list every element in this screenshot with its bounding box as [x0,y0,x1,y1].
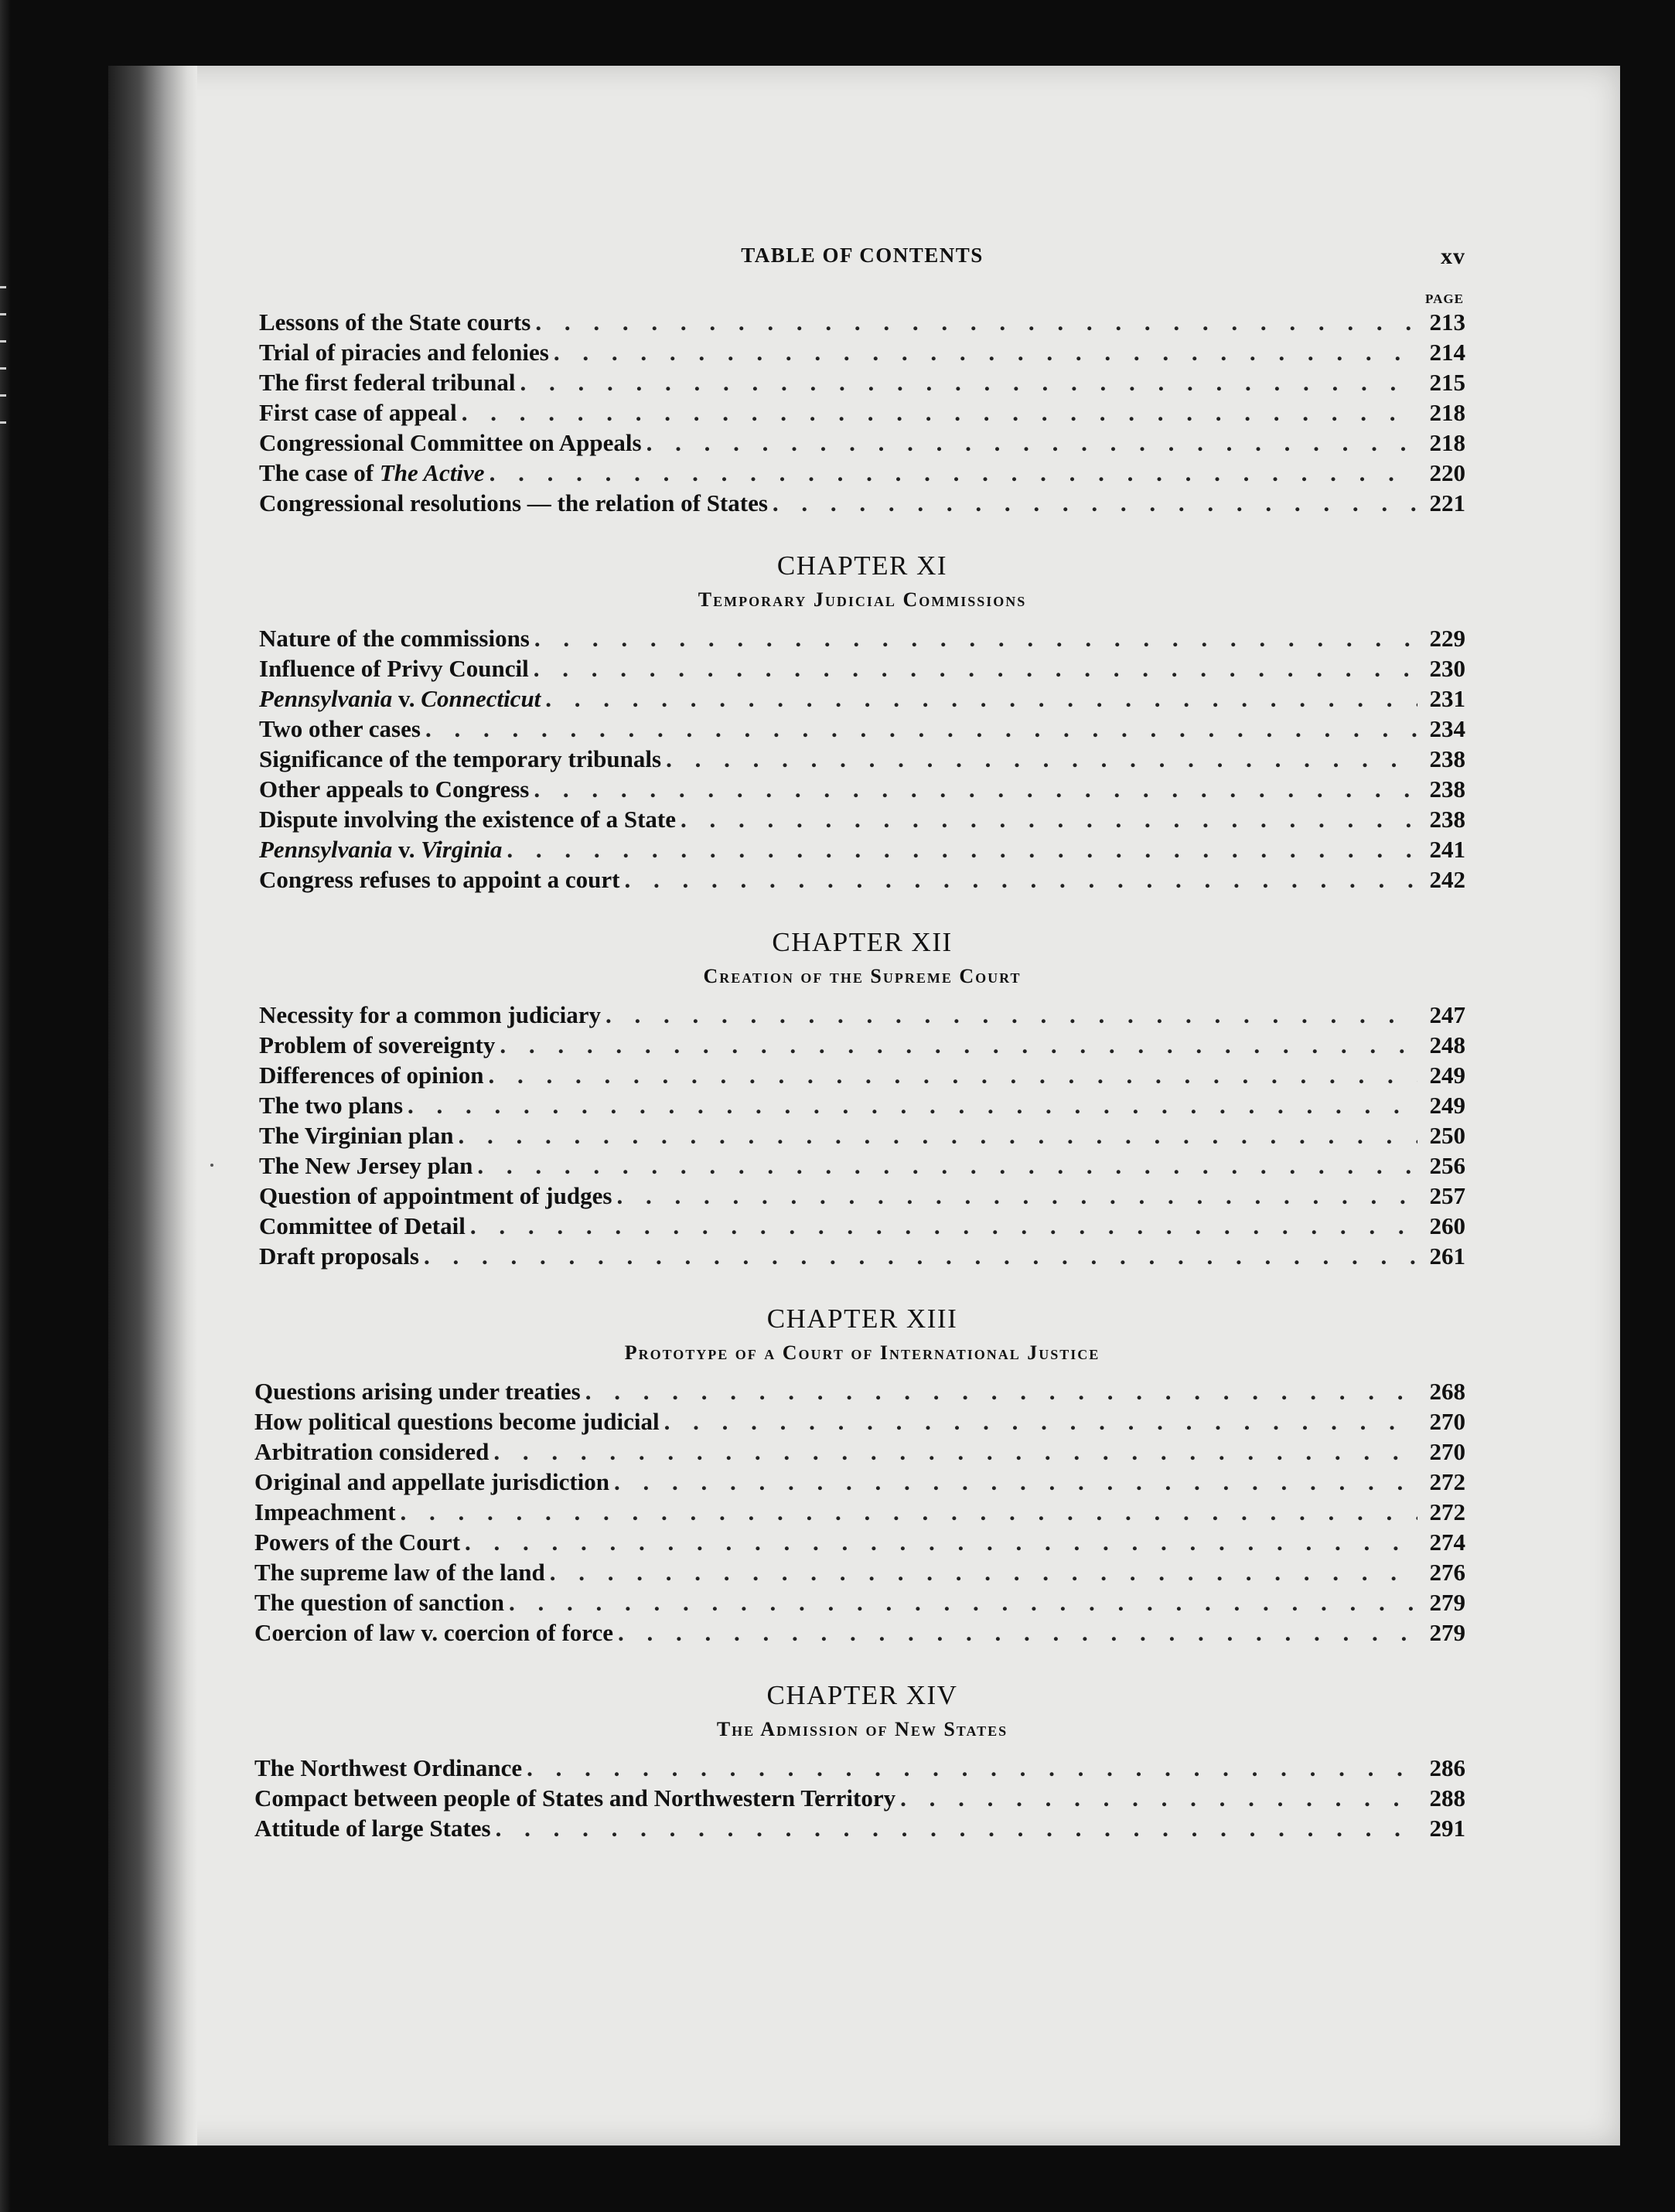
toc-entry-title-part: How political questions become judicial [254,1408,660,1435]
toc-entry [259,1242,1465,1273]
toc-entry [254,1619,1465,1649]
toc-entry-title-part: Original and appellate jurisdiction [254,1468,610,1495]
toc-entry [254,1589,1465,1619]
toc-entry [259,489,1465,520]
toc-entry-page: 272 [1429,1498,1465,1525]
toc-entry-page: 260 [1429,1212,1465,1239]
toc-entry [259,1062,1465,1092]
dot-leader [550,1559,1417,1587]
dot-leader [618,1619,1417,1647]
toc-entry [259,806,1465,836]
toc-entry-title [254,1559,545,1587]
toc-entry-title [259,775,529,803]
toc-entry-title-part: The question of sanction [254,1589,504,1616]
dot-leader [401,1498,1417,1526]
toc-entry-page: 229 [1429,625,1465,652]
toc-entry [259,1182,1465,1212]
toc-entry [254,1408,1465,1438]
chapter-number: CHAPTER XIII [766,1304,958,1334]
dot-leader [534,655,1417,683]
toc-entry-title [259,836,502,864]
toc-entry-page: 249 [1429,1062,1465,1089]
toc-entry-page: 214 [1429,339,1465,366]
toc-entry-title-part: Congressional resolutions — the relation of States [259,489,768,516]
toc-entry-title-part: Problem of sovereignty [259,1031,496,1058]
dot-leader [465,1529,1417,1556]
spine-marks [0,286,9,487]
toc-entry-title [259,866,619,894]
dot-leader [459,1122,1417,1150]
toc-entry-page: 238 [1429,745,1465,772]
dot-leader [900,1784,1417,1812]
toc-entry-title [259,715,421,743]
toc-entry-title [259,655,529,683]
toc-entry [259,625,1465,655]
toc-entry [254,1438,1465,1468]
chapter-heading [259,924,1465,997]
toc-entry [259,1152,1465,1182]
running-title: TABLE OF CONTENTS [741,244,984,267]
toc-entry [254,1815,1465,1845]
toc-entry [259,1212,1465,1242]
toc-entry-title [254,1589,504,1617]
toc-entry-page: 215 [1429,369,1465,396]
dot-leader [666,745,1417,773]
book-page [108,66,1620,2146]
chapter-title: Creation of the Supreme Court [703,965,1022,987]
dot-leader [462,399,1417,427]
toc-entry-page: 250 [1429,1122,1465,1149]
toc-entry [259,1031,1465,1062]
toc-entry [259,866,1465,896]
toc-entry-title [254,1378,581,1406]
toc-entry-title [254,1529,460,1556]
toc-entry-title-part: Lessons of the State courts [259,308,531,336]
toc-entry-title-italic: The Active [379,459,485,486]
dot-leader [490,459,1417,487]
toc-entry-title-part: v. [392,836,421,863]
dot-leader [527,1754,1417,1782]
chapters [254,547,1465,1845]
toc-entry-title [254,1408,660,1436]
toc-entry-page: 268 [1429,1378,1465,1405]
book-spine-edge [0,0,11,2212]
toc-entry [259,1092,1465,1122]
running-head [259,244,1465,282]
toc-entry-title-part: The Northwest Ordinance [254,1754,523,1781]
toc-entry [259,399,1465,429]
toc-entry-page: 261 [1429,1242,1465,1270]
toc-entry-title [259,1092,403,1120]
toc-entry [259,775,1465,806]
toc-entry-title [259,1122,454,1150]
dot-leader [646,429,1417,457]
toc-entry-title-italic: Connecticut [421,685,541,712]
toc-entry-page: 218 [1429,429,1465,456]
dot-leader [585,1378,1417,1406]
toc-entry-title [254,1815,491,1842]
dot-leader [424,1242,1417,1270]
toc-entry-page: 241 [1429,836,1465,863]
toc-entry-title [259,399,457,427]
toc-entry [259,429,1465,459]
toc-entry [254,1754,1465,1784]
toc-entry-title [259,369,516,397]
dot-leader [624,866,1417,894]
toc-content [254,244,1465,1845]
dot-leader [425,715,1417,743]
toc-entry-title [254,1784,895,1812]
toc-entry-page: 270 [1429,1408,1465,1435]
toc-entry-title-italic: Pennsylvania [259,685,393,712]
chapter-number: CHAPTER XII [772,927,953,957]
dot-leader [408,1092,1417,1120]
toc-entry-title-part: Trial of piracies and felonies [259,339,549,366]
toc-entry [259,1001,1465,1031]
toc-entry-title [259,429,642,457]
chapter-title: Temporary Judicial Commissions [698,588,1027,611]
dot-leader [477,1152,1417,1180]
toc-entry-title [259,1001,601,1029]
toc-entry-page: 286 [1429,1754,1465,1781]
toc-entry-page: 221 [1429,489,1465,516]
chapter-entries [254,1378,1465,1649]
toc-entry-page: 238 [1429,806,1465,833]
toc-entry-title [259,625,530,653]
toc-entry-title-part: Other appeals to Congress [259,775,530,803]
toc-entry-page: 279 [1429,1619,1465,1646]
dot-leader [534,775,1417,803]
chapter-heading [259,1300,1465,1373]
toc-entry-title-part: Nature of the commissions [259,625,530,652]
toc-entry-title [254,1498,396,1526]
toc-entry [254,1529,1465,1559]
toc-entry-page: 213 [1429,308,1465,336]
toc-entry-title-part: Influence of Privy Council [259,655,529,682]
toc-entry-title-part: Question of appointment of judges [259,1182,612,1209]
toc-entry-title-part: The New Jersey plan [259,1152,473,1179]
toc-entry-title [259,339,549,366]
toc-entry-title-part: Differences of opinion [259,1062,484,1089]
chapter-title: The Admission of New States [716,1718,1008,1740]
toc-entry-page: 288 [1429,1784,1465,1812]
dot-leader [496,1815,1417,1842]
chapter-number: CHAPTER XI [776,550,948,581]
chapter-title: Prototype of a Court of International Justice [624,1341,1100,1364]
toc-entry-title-part: The first federal tribunal [259,369,516,396]
dot-leader [507,836,1417,864]
toc-entry-title [259,685,541,713]
dot-leader [534,625,1417,653]
page-column-label: PAGE [1425,291,1464,306]
chapter-heading [259,1677,1465,1750]
toc-entry-title-part: Coercion of law v. coercion of force [254,1619,614,1646]
dot-leader [614,1468,1417,1496]
dot-leader [509,1589,1417,1617]
toc-entry-title [254,1754,522,1782]
toc-entry-title [259,489,768,517]
toc-entry-title-italic: Pennsylvania [259,836,393,863]
toc-entry [254,1784,1465,1815]
toc-entry-title [259,1212,466,1240]
dot-leader [606,1001,1417,1029]
toc-entry [259,339,1465,369]
toc-entry-title-part: Attitude of large States [254,1815,491,1842]
toc-entry-page: 272 [1429,1468,1465,1495]
dot-leader [535,308,1417,336]
toc-entry-title [254,1468,609,1496]
toc-entry [254,1498,1465,1529]
toc-entry-title-italic: Virginia [421,836,503,863]
toc-entry-title-part: Committee of Detail [259,1212,466,1239]
toc-entry [259,745,1465,775]
continued-entries [259,308,1465,520]
toc-entry-title [259,745,661,773]
dot-leader [773,489,1417,517]
toc-entry-page: 238 [1429,775,1465,803]
toc-entry [259,459,1465,489]
toc-entry-page: 234 [1429,715,1465,742]
toc-entry-title-part: Draft proposals [259,1242,419,1270]
dot-leader [500,1031,1417,1059]
page-folio: xv [1441,244,1465,269]
toc-entry-title-part: Two other cases [259,715,421,742]
toc-entry [259,685,1465,715]
toc-entry-page: 248 [1429,1031,1465,1058]
dot-leader [554,339,1417,366]
chapter-entries [254,1754,1465,1845]
toc-entry-page: 247 [1429,1001,1465,1028]
toc-entry-title-part: Congress refuses to appoint a court [259,866,620,893]
toc-entry-page: 242 [1429,866,1465,893]
toc-entry-title [259,459,485,487]
toc-entry [259,715,1465,745]
dot-leader [664,1408,1417,1436]
toc-entry-title-part: Arbitration considered [254,1438,490,1465]
toc-entry-page: 274 [1429,1529,1465,1556]
toc-entry-page: 257 [1429,1182,1465,1209]
toc-entry-title-part: Compact between people of States and Northwestern Territory [254,1784,896,1812]
toc-entry-title [259,308,530,336]
dot-leader [470,1212,1417,1240]
toc-entry-page: 218 [1429,399,1465,426]
toc-entry-title-part: The Virginian plan [259,1122,454,1149]
toc-entry [259,655,1465,685]
toc-entry-page: 231 [1429,685,1465,712]
chapter-entries [259,625,1465,896]
toc-entry-page: 220 [1429,459,1465,486]
toc-entry-title [259,1031,495,1059]
toc-entry-title [259,1182,612,1210]
toc-entry-page: 291 [1429,1815,1465,1842]
toc-entry [259,836,1465,866]
toc-entry [259,308,1465,339]
toc-entry-title-part: Powers of the Court [254,1529,461,1556]
toc-entry-title-part: Necessity for a common judiciary [259,1001,601,1028]
dot-leader [681,806,1417,833]
toc-entry-page: 249 [1429,1092,1465,1119]
toc-entry-page: 279 [1429,1589,1465,1616]
toc-entry [254,1468,1465,1498]
toc-entry-title [254,1619,613,1647]
toc-entry-title [254,1438,489,1466]
toc-entry-title [259,1062,483,1089]
toc-entry-title-part: v. [392,685,421,712]
chapter-number: CHAPTER XIV [766,1680,958,1710]
toc-entry-title-part: First case of appeal [259,399,457,426]
toc-entry-title-part: The two plans [259,1092,404,1119]
chapter-entries [259,1001,1465,1273]
toc-entry-title-part: Congressional Committee on Appeals [259,429,642,456]
toc-entry [254,1559,1465,1589]
toc-entry-title [259,1152,472,1180]
dot-leader [545,685,1417,713]
toc-entry-title-part: Dispute involving the existence of a State [259,806,677,833]
dot-leader [488,1062,1417,1089]
toc-entry-page: 270 [1429,1438,1465,1465]
dot-leader [493,1438,1417,1466]
toc-entry-title-part: The supreme law of the land [254,1559,545,1586]
toc-entry-title-part: Questions arising under treaties [254,1378,581,1405]
dot-leader [520,369,1418,397]
toc-entry-title [259,1242,419,1270]
page-gutter-shadow [108,66,197,2146]
toc-entry-page: 230 [1429,655,1465,682]
dot-leader [616,1182,1417,1210]
toc-entry [259,369,1465,399]
toc-entry-title [259,806,676,833]
toc-entry-title-part: The case of [259,459,380,486]
chapter-heading [259,547,1465,620]
toc-entry-title-part: Significance of the temporary tribunals [259,745,662,772]
toc-entry-title-part: Impeachment [254,1498,396,1525]
toc-entry-page: 256 [1429,1152,1465,1179]
toc-entry [259,1122,1465,1152]
paper-speck [210,1164,213,1167]
toc-entry-page: 276 [1429,1559,1465,1586]
toc-entry [254,1378,1465,1408]
